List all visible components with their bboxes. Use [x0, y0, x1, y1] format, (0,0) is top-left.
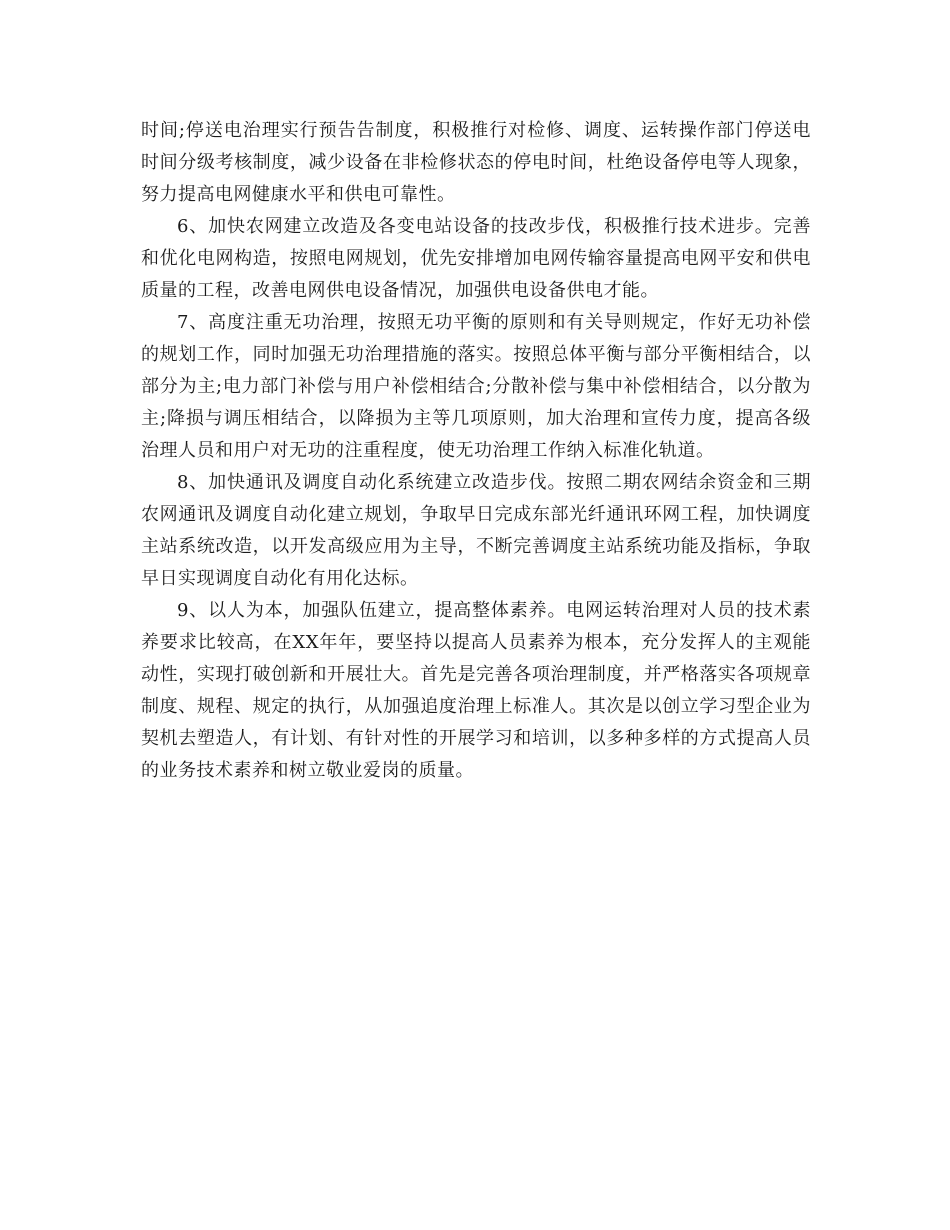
paragraph-item-6: 6、加快农网建立改造及各变电站设备的技改步伐，积极推行技术进步。完善和优化电网构造，按照电网规划，优先安排增加电网传输容量提高电网平安和供电质量的工程，改善电网供电设备情况，加强供电设备供电才能。	[141, 216, 811, 301]
paragraph-item-9: 9、以人为本，加强队伍建立，提高整体素养。电网运转治理对人员的技术素养要求比较高，在XX年年，要坚持以提高人员素养为根本，充分发挥人的主观能动性，实现打破创新和开展壮大。首先是完善各项治理制度，并严格落实各项规章制度、规程、规定的执行，从加强追度治理上标准人。其次是以创立学习型企业为契机去塑造人，有计划、有针对性的开展学习和培训，以多种多样的方式提高人员的业务技术素养和树立敬业爱岗的质量。	[141, 600, 811, 781]
paragraph-continuation: 时间;停送电治理实行预告告制度，积极推行对检修、调度、运转操作部门停送电时间分级考核制度，减少设备在非检修状态的停电时间，杜绝设备停电等人现象，努力提高电网健康水平和供电可靠性。	[141, 120, 811, 205]
paragraph-item-7: 7、高度注重无功治理，按照无功平衡的原则和有关导则规定，作好无功补偿的规划工作，同时加强无功治理措施的落实。按照总体平衡与部分平衡相结合，以部分为主;电力部门补偿与用户补偿相结合;分散补偿与集中补偿相结合，以分散为主;降损与调压相结合，以降损为主等几项原则，加大治理和宣传力度，提高各级治理人员和用户对无功的注重程度，使无功治理工作纳入标准化轨道。	[141, 312, 811, 461]
document-body	[141, 115, 811, 787]
paragraph-item-8: 8、加快通讯及调度自动化系统建立改造步伐。按照二期农网结余资金和三期农网通讯及调度自动化建立规划，争取早日完成东部光纤通讯环网工程，加快调度主站系统改造，以开发高级应用为主导，不断完善调度主站系统功能及指标，争取早日实现调度自动化有用化达标。	[141, 472, 811, 589]
